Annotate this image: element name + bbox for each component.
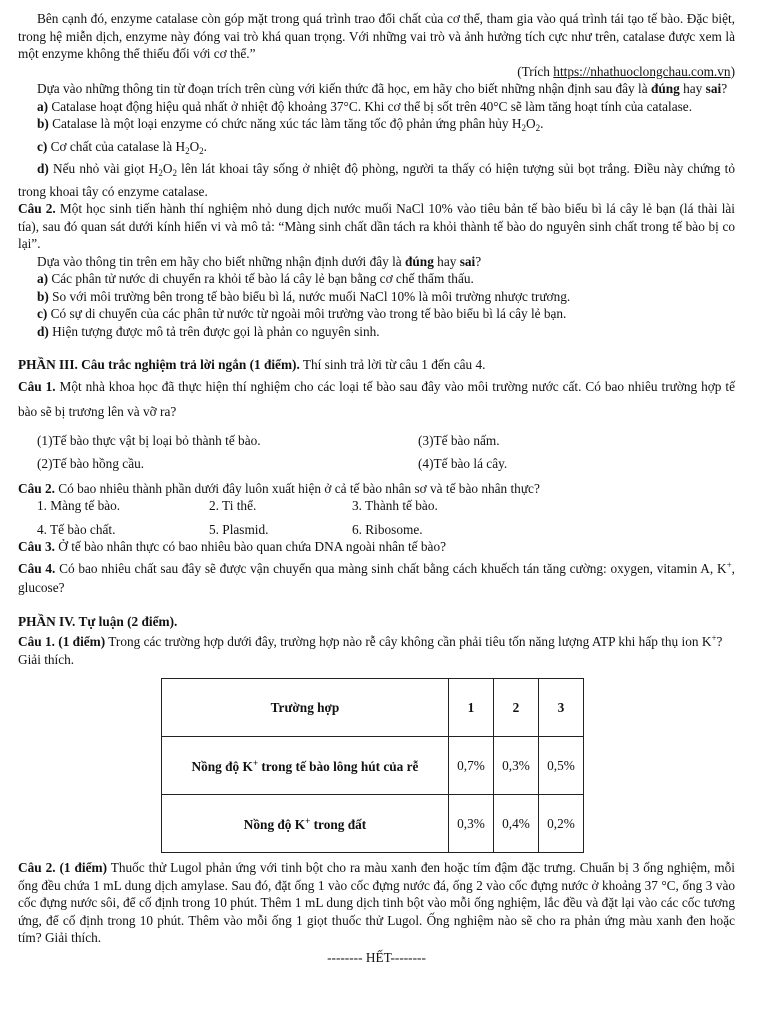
part3-q1-options-row2: (2)Tế bào hồng cầu. (4)Tế bào lá cây. [37, 456, 508, 471]
part3-q2: Câu 2. Có bao nhiêu thành phần dưới đây luôn xuất hiện ở cả tế bào nhân sơ và tế bào nhân thực? [18, 480, 540, 496]
part4-heading: PHẦN IV. Tự luận (2 điểm). [18, 613, 178, 629]
table-cell: 0,7% [449, 737, 494, 795]
q2-statement-b: b) So với môi trường bên trong tế bào biểu bì lá, nước muối NaCl 10% là môi trường nhược trương. [37, 288, 571, 304]
q2-statement-d: d) Hiện tượng được mô tả trên được gọi là phản co nguyên sinh. [37, 323, 380, 339]
end-marker: -------- HẾT-------- [327, 949, 426, 965]
table-cell: 0,3% [494, 737, 539, 795]
q1-statement-d: d) Nếu nhỏ vài giọt $H_2O_2$ lên lát khoai tây sống ở nhiệt độ phòng, người ta thấy có hiện tượng sủi bọt trắng. Điều này chứng tỏ trong khoai tây có enzyme catalase. [18, 161, 735, 199]
table-header-cell: Trường hợp [162, 679, 449, 737]
table-row-label: Nồng độ K+ trong tế bào lông hút của rễ [162, 737, 449, 795]
potassium-table [161, 678, 584, 853]
q1-statement-a: a) Catalase hoạt động hiệu quả nhất ở nhiệt độ khoảng 37°C. Khi cơ thể bị sốt trên 40°C sẽ làm tăng hoạt tính của catalase. [37, 98, 693, 114]
q2-prompt: Dựa vào thông tin trên em hãy cho biết những nhận định dưới đây là đúng hay sai? [37, 253, 482, 269]
q1-statement-b: b) Catalase là một loại enzyme có chức năng xúc tác làm tăng tốc độ phản ứng phân hủy $H_2O_2$. [37, 116, 544, 133]
table-header-cell: 3 [539, 679, 584, 737]
part3-q1-options-row1: (1)Tế bào thực vật bị loại bỏ thành tế bào. (3)Tế bào nấm. [37, 432, 500, 448]
table-cell: 0,2% [539, 795, 584, 853]
table-header-cell: 2 [494, 679, 539, 737]
table-cell: 0,5% [539, 737, 584, 795]
table-cell: 0,3% [449, 795, 494, 853]
source-link[interactable]: https://nhathuoclongchau.com.vn [553, 63, 731, 79]
q2-statement-c: c) Có sự di chuyển của các phân tử nước từ ngoài môi trường vào trong tế bào biểu bì lá cây lẻ bạn. [37, 306, 567, 321]
part3-q2-choices-row2: 4. Tế bào chất. 5. Plasmid. 6. Ribosome. [37, 521, 423, 537]
q2-statement-a: a) Các phân tử nước di chuyển ra khỏi tế bào lá cây lẻ bạn bằng cơ chế thẩm thấu. [37, 271, 474, 286]
table-header-cell: 1 [449, 679, 494, 737]
table-row [162, 795, 584, 853]
table-row [162, 737, 584, 795]
part3-heading: PHẦN III. Câu trắc nghiệm trả lời ngắn (1 điểm). Thí sinh trả lời từ câu 1 đến câu 4. [18, 357, 486, 372]
table-cell: 0,4% [494, 795, 539, 853]
intro-paragraph: Bên cạnh đó, enzyme catalase còn góp mặt trong quá trình trao đổi chất của cơ thể, tham gia vào quá trình tái tạo tế bào. Đặc biệt, trong hệ miễn dịch, enzyme này đóng vai trò khá quan trọng. Với những vai trò và ảnh hưởng tích cực như trên, catalase được xem là một enzyme không thể thiếu đối với cơ thể.” [18, 11, 735, 61]
table-row-label: Nồng độ K+ trong đất [162, 795, 449, 853]
part3-q3: Câu 3. Ở tế bào nhân thực có bao nhiêu bào quan chứa DNA ngoài nhân tế bào? [18, 539, 446, 554]
q1-statement-c: c) Cơ chất của catalase là $H_2O_2$. [37, 138, 207, 156]
q2-paragraph: Câu 2. Một học sinh tiến hành thí nghiệm nhỏ dung dịch nước muối NaCl 10% vào tiêu bản tế bào biểu bì lá cây lẻ bạn (lá thài lài tía), sau đó quan sát dưới kính hiển vi và mô tả: “Màng sinh chất dần tách ra khỏi thành tế bào do nguyên sinh chất trong tế bào bị co lại”. [18, 201, 735, 251]
part4-q2: Câu 2. (1 điểm) Thuốc thử Lugol phản ứng với tinh bột cho ra màu xanh đen hoặc tím đậm đặc trưng. Chuẩn bị 3 ống nghiệm, mỗi ống đều chứa 1 mL dung dịch amylase. Sau đó, đặt ống 1 vào cốc đựng nước đá, ống 2 vào cốc đựng nước ở khoảng 37 °C, ống 3 vào cốc đựng nước sôi, để cố định trong 10 phút. Thêm 1 mL dung dịch tinh bột vào mỗi ống nghiệm, lắc đều và đặt lại vào các cốc tương ứng, để cố định trong 10 phút. Thêm vào mỗi ống 1 giọt thuốc thử Lugol. Ống nghiệm nào sẽ cho ra phản ứng màu xanh đen hoặc tím? Giải thích. [18, 860, 735, 945]
table-header-row [162, 679, 584, 737]
part3-q1: Câu 1. Một nhà khoa học đã thực hiện thí nghiệm cho các loại tế bào sau đây vào môi trường nước cất. Có bao nhiêu trường hợp tế bào sẽ bị trương lên và vỡ ra? [18, 378, 735, 419]
part4-q1: Câu 1. (1 điểm) Trong các trường hợp dưới đây, trường hợp nào rễ cây không cần phải tiêu tốn năng lượng ATP khi hấp thụ ion K+? Giải thích. [18, 633, 723, 667]
part3-q4: Câu 4. Có bao nhiêu chất sau đây sẽ được vận chuyển qua màng sinh chất bằng cách khuếch tán tăng cường: oxygen, vitamin A, K+, glucose? [18, 559, 735, 595]
part3-q2-choices-row1: 1. Màng tế bào. 2. Ti thể. 3. Thành tế bào. [37, 498, 438, 513]
q1-prompt: Dựa vào những thông tin từ đoạn trích trên cùng với kiến thức đã học, em hãy cho biết những nhận định sau đây là đúng hay sai? [37, 81, 728, 96]
source-citation: (Trích https://nhathuoclongchau.com.vn) [517, 63, 735, 79]
